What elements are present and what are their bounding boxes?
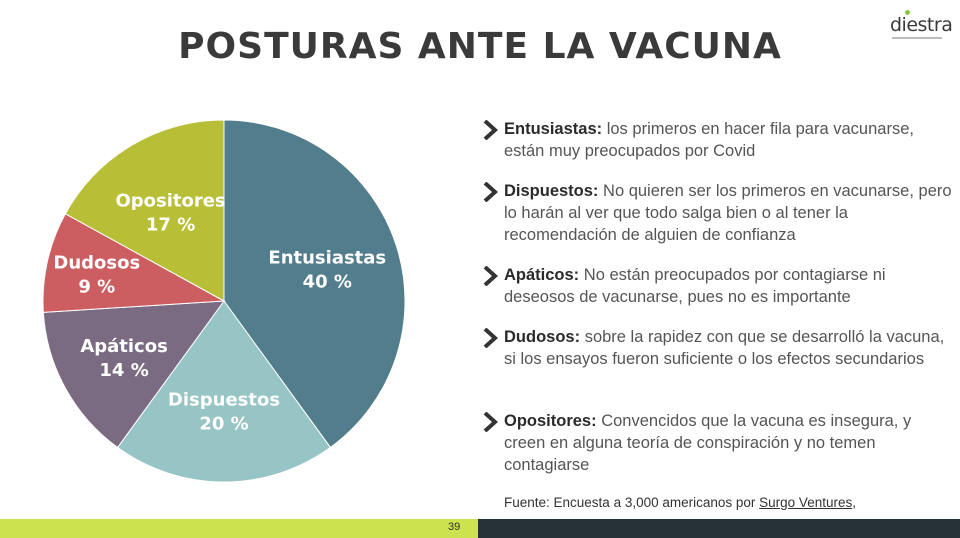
item-term: Entusiastas: — [504, 120, 603, 138]
slice-label: Apáticos — [80, 335, 168, 357]
slice-value-label: 9 % — [78, 276, 116, 298]
chevron-right-icon — [482, 266, 498, 286]
logo-tagline-icon — [892, 37, 942, 39]
item-description: Convencidos que la vacuna es insegura, y creen en alguna teoría de conspiración y no temen contagiarse — [504, 412, 912, 474]
slice-value-label: 20 % — [199, 413, 249, 435]
item-description: los primeros en hacer fila para vacunarse, están muy preocupados por Covid — [504, 120, 914, 160]
item-term: Apáticos: — [504, 266, 580, 284]
item-term: Dispuestos: — [504, 182, 599, 200]
chevron-right-icon — [482, 182, 498, 202]
source-prefix: Fuente: Encuesta a 3,000 americanos por — [504, 495, 760, 510]
slice-label: Dudosos — [53, 252, 141, 274]
slice-label: Opositores — [115, 190, 226, 212]
page-number: 39 — [448, 521, 461, 533]
slide-title: POSTURAS ANTE LA VACUNA — [178, 26, 782, 67]
item-description: No quieren ser los primeros en vacunarse, pero lo harán al ver que todo salga bien o al tener la recomendación de alguien de confianza — [504, 182, 952, 244]
slice-label: Entusiastas — [268, 247, 387, 269]
item-term: Opositores: — [504, 412, 597, 430]
source-note — [504, 495, 856, 510]
item-term: Dudosos: — [504, 328, 581, 346]
chevron-right-icon — [482, 412, 498, 432]
slice-value-label: 40 % — [302, 271, 352, 293]
chevron-right-icon — [482, 120, 498, 140]
chevron-right-icon — [482, 328, 498, 348]
footer-bar-right — [478, 519, 960, 538]
slice-label: Dispuestos — [167, 389, 281, 411]
logo-text: diestra — [890, 14, 953, 36]
item-description: No están preocupados por contagiarse ni deseosos de vacunarse, pues no es importante — [504, 266, 886, 306]
item-description: sobre la rapidez con que se desarrolló la vacuna, si los ensayos fueron suficiente o los efectos secundarios — [504, 328, 945, 368]
slice-value-label: 17 % — [145, 214, 196, 236]
slice-value-label: 14 % — [99, 359, 149, 381]
diestra-logo — [890, 10, 953, 40]
pie-chart — [0, 100, 460, 500]
footer-bar-left — [0, 519, 478, 538]
source-link[interactable]: Surgo Ventures — [759, 495, 853, 510]
source-suffix: , — [852, 495, 856, 510]
